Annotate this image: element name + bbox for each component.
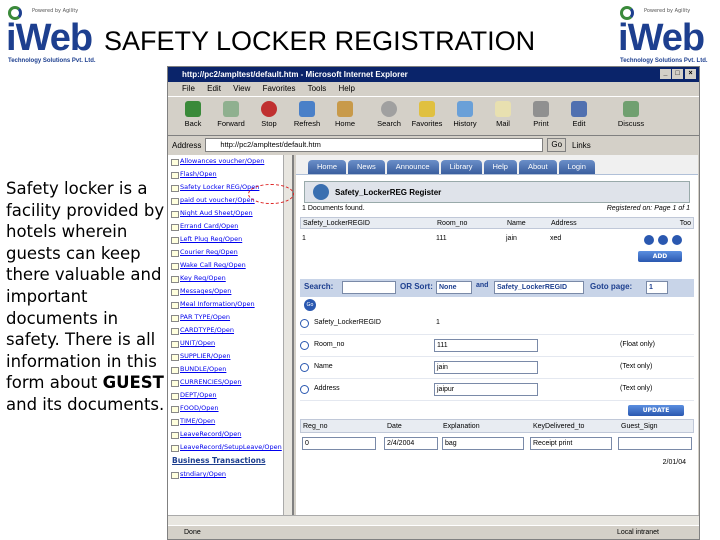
tab-announce[interactable]: Announce: [387, 160, 439, 174]
search-bar: [300, 279, 694, 297]
col-header: Room_no: [437, 220, 468, 227]
tab-library[interactable]: Library: [441, 160, 482, 174]
col-header: Guest_Sign: [621, 423, 658, 430]
print-icon: [533, 101, 549, 117]
links-button[interactable]: Links: [572, 140, 591, 150]
left-nav-item[interactable]: Messages/Open: [168, 285, 292, 298]
tab-home[interactable]: Home: [308, 160, 346, 174]
field-hint: (Text only): [620, 385, 653, 392]
logo-brand: iWeb: [618, 17, 705, 59]
stop-icon: [261, 101, 277, 117]
table-cell: 1: [302, 235, 306, 242]
address-bar: [168, 136, 699, 154]
col-header: Name: [507, 220, 526, 227]
left-nav-item[interactable]: LeaveRecord/SetupLeave/Open: [168, 441, 292, 454]
left-nav-item[interactable]: BUNDLE/Open: [168, 363, 292, 376]
logo-brand: iWeb: [6, 17, 93, 59]
left-nav-item[interactable]: TIME/Open: [168, 415, 292, 428]
form-row: [300, 381, 694, 401]
edit-icon: [571, 101, 587, 117]
main-content-frame: [296, 155, 698, 515]
left-nav-item[interactable]: DEPT/Open: [168, 389, 292, 402]
left-nav-item[interactable]: Flash/Open: [168, 168, 292, 181]
back-arrow-icon: [185, 101, 201, 117]
key-delivered-input[interactable]: Receipt print: [530, 437, 612, 450]
company-logo-left: [6, 4, 106, 66]
tab-help[interactable]: Help: [484, 160, 517, 174]
browser-window: [167, 66, 700, 540]
menu-file[interactable]: File: [182, 84, 195, 93]
left-nav-item[interactable]: stndiary/Open: [168, 468, 292, 481]
menu-edit[interactable]: Edit: [207, 84, 221, 93]
stop-button[interactable]: Stop: [250, 97, 288, 135]
field-input[interactable]: jain: [434, 361, 538, 374]
browser-menubar: [168, 82, 699, 96]
menu-view[interactable]: View: [233, 84, 251, 93]
goto-page-label: Goto page:: [590, 282, 633, 291]
left-nav-item[interactable]: LeaveRecord/Open: [168, 428, 292, 441]
discuss-button[interactable]: Discuss: [612, 97, 650, 135]
search-icon: [381, 101, 397, 117]
search-button[interactable]: Search: [370, 97, 408, 135]
home-button[interactable]: Home: [326, 97, 364, 135]
discuss-icon: [623, 101, 639, 117]
form-row: [300, 359, 694, 379]
close-icon[interactable]: ×: [685, 69, 696, 79]
and-label: and: [476, 282, 489, 289]
left-nav-item[interactable]: Allowances voucher/Open: [168, 155, 292, 168]
status-bar: [168, 525, 699, 539]
or-sort-label: OR Sort:: [400, 282, 433, 291]
go-button[interactable]: Go: [547, 138, 566, 152]
left-scrollbar[interactable]: [283, 155, 292, 515]
field-bullet-icon: [300, 341, 309, 350]
col-header: Too: [679, 220, 691, 227]
col-header: Date: [387, 423, 402, 430]
left-nav-item[interactable]: paid out voucher/Open: [168, 194, 292, 207]
left-nav-item[interactable]: Key Reg/Open: [168, 272, 292, 285]
business-transactions-header: Business Transactions: [172, 456, 266, 465]
refresh-button[interactable]: Refresh: [288, 97, 326, 135]
left-nav-item[interactable]: FOOD/Open: [168, 402, 292, 415]
logo-tagline: Technology Solutions Pvt. Ltd.: [620, 58, 708, 64]
left-nav-frame: [168, 155, 294, 515]
edit-button[interactable]: Edit: [560, 97, 598, 135]
highlight-circle: [248, 184, 294, 204]
field-bullet-icon: [300, 319, 309, 328]
explanation-input[interactable]: bag: [442, 437, 524, 450]
search-input[interactable]: [342, 281, 396, 294]
field-input[interactable]: jaipur: [434, 383, 538, 396]
logo-tagline-top: Powered by Agility: [32, 8, 79, 14]
left-nav-item[interactable]: Wake Call Reg/Open: [168, 259, 292, 272]
field-label: Room_no: [314, 341, 345, 348]
field-label: Name: [314, 363, 333, 370]
left-nav-item[interactable]: Safety Locker REG/Open: [168, 181, 292, 194]
left-nav-item[interactable]: Night Aud Sheet/Open: [168, 207, 292, 220]
records-found: 1 Documents found.: [302, 205, 365, 212]
forward-button[interactable]: Forward: [212, 97, 250, 135]
footer-date: 2/01/04: [662, 459, 686, 466]
forward-arrow-icon: [223, 101, 239, 117]
menu-tools[interactable]: Tools: [307, 84, 327, 93]
menu-help[interactable]: Help: [338, 84, 355, 93]
add-button[interactable]: ADD: [638, 251, 682, 262]
back-button[interactable]: Back: [174, 97, 212, 135]
edit-record-icon[interactable]: [644, 235, 654, 245]
delete-record-icon[interactable]: [672, 235, 682, 245]
sort-field-select[interactable]: Safety_LockerREGID: [494, 281, 584, 294]
update-button[interactable]: UPDATE: [628, 405, 684, 416]
history-button[interactable]: History: [446, 97, 484, 135]
grid-header: [300, 217, 694, 229]
view-record-icon[interactable]: [658, 235, 668, 245]
logo-tagline-top: Powered by Agility: [644, 8, 691, 14]
left-nav-item[interactable]: Left Plug Reg/Open: [168, 233, 292, 246]
print-button[interactable]: Print: [522, 97, 560, 135]
field-bullet-icon: [300, 363, 309, 372]
left-nav-item[interactable]: Courier Reg/Open: [168, 246, 292, 259]
home-icon: [337, 101, 353, 117]
register-header: Safety_LockerREG Register: [304, 181, 690, 203]
mail-icon: [495, 101, 511, 117]
sub-grid-header: [300, 419, 694, 433]
left-nav-item[interactable]: PAR TYPE/Open: [168, 311, 292, 324]
table-cell: 111: [436, 235, 447, 242]
field-hint: (Float only): [620, 341, 656, 348]
app-tabs: [296, 155, 698, 175]
search-label: Search:: [304, 282, 334, 291]
form-row: [300, 337, 694, 357]
col-header: Safety_LockerREGID: [303, 220, 370, 227]
zone-text: Local intranet: [616, 529, 659, 536]
browser-toolbar: [168, 96, 699, 136]
table-cell: jain: [506, 235, 517, 242]
col-header: Reg_no: [303, 423, 328, 430]
reg-no-input[interactable]: 0: [302, 437, 376, 450]
date-input[interactable]: 2/4/2004: [384, 437, 438, 450]
slide-description: Safety locker is a facility provided by hotels wherein guests can keep there valuable and important documents in safety. There is all information in this form about GUEST and its documents.: [6, 179, 165, 414]
tab-news[interactable]: News: [348, 160, 385, 174]
status-text: Done: [184, 529, 201, 536]
register-icon: [313, 184, 329, 200]
col-header: Explanation: [443, 423, 480, 430]
left-nav-item[interactable]: Meal Information/Open: [168, 298, 292, 311]
history-icon: [457, 101, 473, 117]
go-button[interactable]: Go: [304, 299, 316, 311]
left-nav-item[interactable]: SUPPLIER/Open: [168, 350, 292, 363]
field-hint: (Text only): [620, 363, 653, 370]
col-header: KeyDelivered_to: [533, 423, 585, 430]
col-header: Address: [551, 220, 577, 227]
address-label: Address: [172, 140, 202, 150]
left-nav-item[interactable]: CARDTYPE/Open: [168, 324, 292, 337]
maximize-icon[interactable]: □: [672, 69, 683, 79]
page-info: Registered on: Page 1 of 1: [606, 205, 690, 212]
minimize-icon[interactable]: _: [660, 69, 671, 79]
mail-button[interactable]: Mail: [484, 97, 522, 135]
left-nav-item[interactable]: Errand Card/Open: [168, 220, 292, 233]
field-input[interactable]: 111: [434, 339, 538, 352]
browser-title-bar: http://pc2/ampltest/default.htm - Microsoft Internet Explorer _ □ ×: [168, 67, 699, 82]
goto-page-select[interactable]: 1: [646, 281, 668, 294]
menu-favorites[interactable]: Favorites: [262, 84, 296, 93]
field-bullet-icon: [300, 385, 309, 394]
sort-select[interactable]: None: [436, 281, 472, 294]
field-label: Safety_LockerREGID: [314, 319, 381, 326]
guest-sign-input[interactable]: [618, 437, 692, 450]
field-label: Address: [314, 385, 340, 392]
address-input[interactable]: http://pc2/ampltest/default.htm: [205, 138, 543, 152]
left-nav-item[interactable]: CURRENCIES/Open: [168, 376, 292, 389]
tab-login[interactable]: Login: [559, 160, 595, 174]
logo-tagline: Technology Solutions Pvt. Ltd.: [8, 58, 96, 64]
field-value: 1: [436, 319, 440, 326]
table-cell: xed: [550, 235, 562, 242]
company-logo-right: [618, 4, 718, 66]
left-nav-item[interactable]: UNIT/Open: [168, 337, 292, 350]
favorites-icon: [419, 101, 435, 117]
favorites-button[interactable]: Favorites: [408, 97, 446, 135]
form-row: [300, 315, 694, 335]
refresh-icon: [299, 101, 315, 117]
tab-about[interactable]: About: [519, 160, 557, 174]
slide-title: SAFETY LOCKER REGISTRATION: [104, 26, 536, 56]
